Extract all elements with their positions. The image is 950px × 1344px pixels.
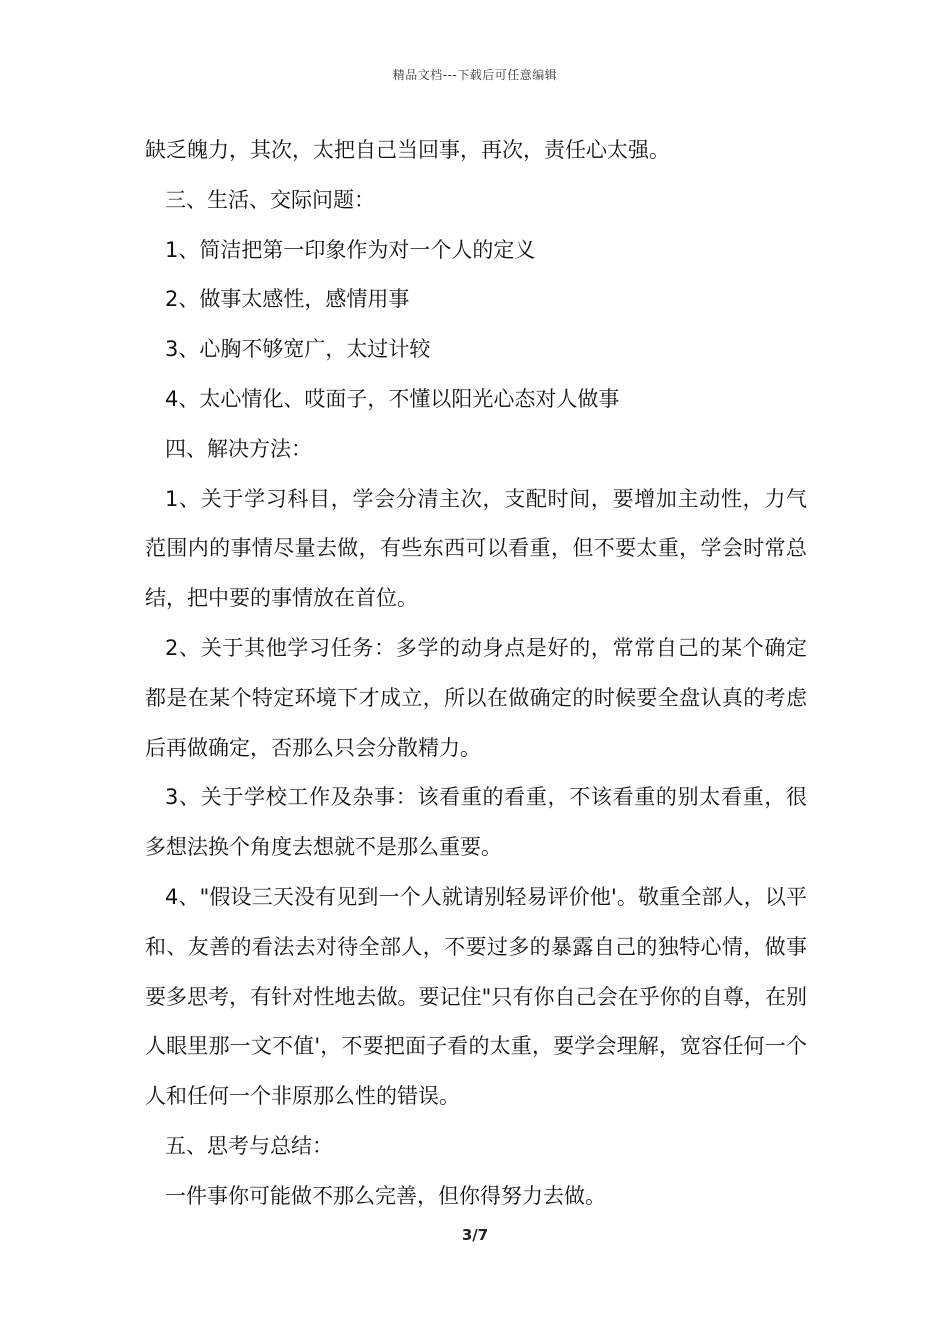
section-heading-four: 四、解决方法： [165, 436, 312, 461]
current-page: 3 [461, 1226, 473, 1244]
document-body [145, 126, 807, 1222]
list-item: 4、太心情化、哎面子，不懂以阳光心态对人做事 [165, 386, 620, 411]
page-separator: / [472, 1226, 478, 1244]
header-text: 精品文档---下载后可任意编辑 [392, 68, 558, 82]
paragraph-continuation: 缺乏魄力，其次，太把自己当回事，再次，责任心太强。 [145, 138, 670, 162]
page-number [0, 1226, 950, 1244]
total-pages: 7 [477, 1226, 489, 1244]
list-item: 4、"假设三天没有见到一个人就请别轻易评价他'。敬重全部人，以平和、友善的看法去对待全部人，不要过多的暴露自己的独特心情，做事要多思考，有针对性地去做。要记住"只有你自己会在乎你的自尊，在别人眼里那一文不值'，不要把面子看的太重，要学会理解，宽容任何一个人和任何一个非原那么性的错误。 [145, 884, 807, 1109]
paragraph: 一件事你可能做不那么完善，但你得努力去做。 [165, 1183, 606, 1208]
page-header [0, 66, 950, 83]
list-item: 3、心胸不够宽广，太过计较 [165, 337, 431, 362]
list-item: 3、关于学校工作及杂事：该看重的看重，不该看重的别太看重，很多想法换个角度去想就不是那么重要。 [145, 785, 807, 860]
section-heading-five: 五、思考与总结： [165, 1133, 333, 1158]
list-item: 2、关于其他学习任务：多学的动身点是好的，常常自己的某个确定都是在某个特定环境下才成立，所以在做确定的时候要全盘认真的考虑后再做确定，否那么只会分散精力。 [145, 635, 807, 760]
list-item: 1、关于学习科目，学会分清主次，支配时间，要增加主动性，力气范围内的事情尽量去做，有些东西可以看重，但不要太重，学会时常总结，把中要的事情放在首位。 [145, 486, 807, 611]
section-heading-three: 三、生活、交际问题： [165, 187, 375, 212]
list-item: 1、简洁把第一印象作为对一个人的定义 [165, 237, 536, 262]
list-item: 2、做事太感性，感情用事 [165, 287, 410, 312]
